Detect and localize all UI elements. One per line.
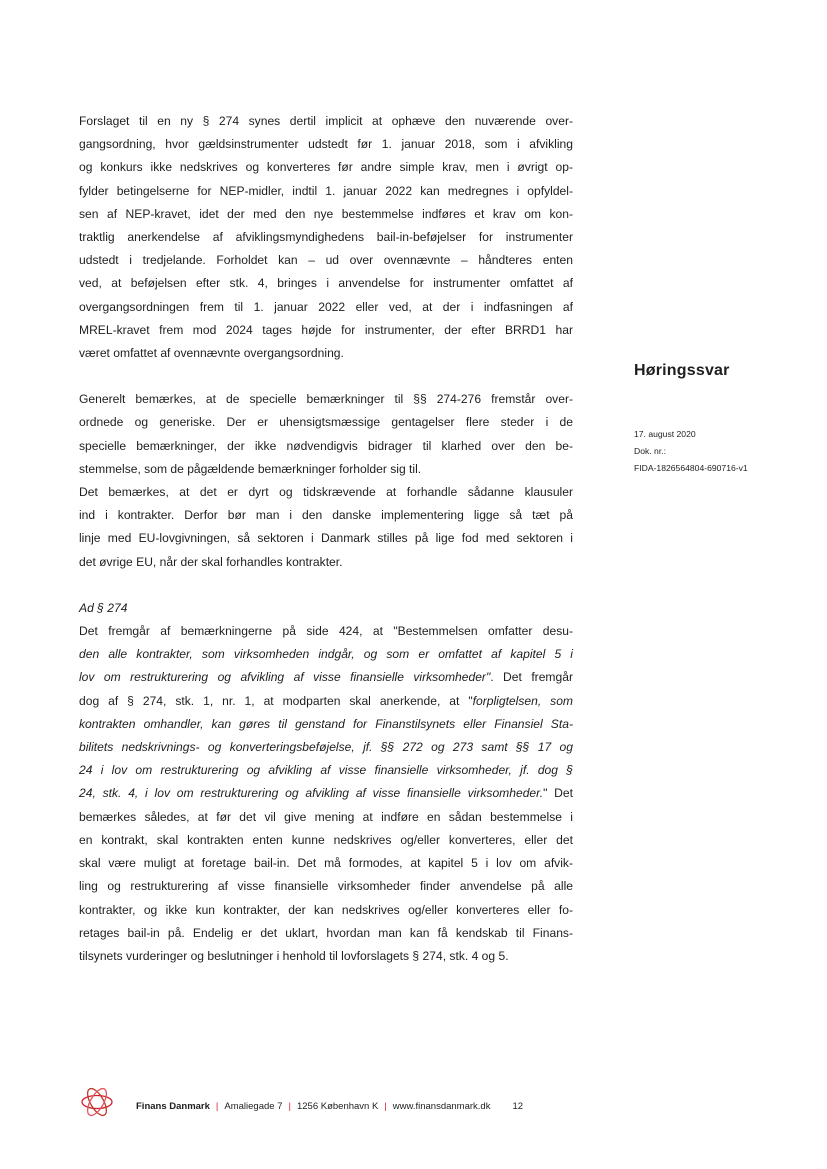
- text-line: [79, 666, 573, 689]
- text-line: tilsynets vurderinger og beslutninger i henhold til lovforslagets § 274, stk. 4 og 5.: [79, 948, 509, 963]
- quote-segment: lov om restrukturering og afvikling af visse finansielle virksomheder": [79, 670, 491, 685]
- text-line: stemmelse, som de pågældende bemærkninger forholder sig til.: [79, 461, 422, 476]
- text-line: gangsordning, hvor gældsinstrumenter udstedt før 1. januar 2018, som i afvikling: [79, 137, 573, 152]
- text-line: og konkurs ikke nedskrives og konverteres før andre simple krav, men i øvrigt op-: [79, 160, 573, 175]
- footer-website-link[interactable]: www.finansdanmark.dk: [392, 1101, 491, 1112]
- document-number: FIDA-1826564804-690716-v1: [634, 463, 748, 473]
- footer-organization: Finans Danmark: [136, 1101, 210, 1112]
- text-line: sen af NEP-kravet, idet der med den nye bestemmelse indføres et krav om kon-: [79, 206, 573, 221]
- footer-separator: |: [384, 1101, 387, 1112]
- text-segment: Det fremgår af bemærkningerne på side 424, at "Bestemmelsen omfatter desu-: [79, 624, 573, 639]
- text-line: ved, at beføjelsen efter stk. 4, bringes i anvendelse for instrumenter omfattet af: [79, 276, 573, 291]
- text-line: [79, 620, 573, 643]
- quote-segment: 24, stk. 4, i lov om restrukturering og afvikling af visse finansielle virksomheder.: [79, 786, 544, 801]
- document-number-label: Dok. nr.:: [634, 446, 666, 456]
- paragraph-general-remarks: [79, 388, 573, 481]
- text-line: skal være muligt at foretage bail-in. Det må formodes, at kapitel 5 i lov om afvik-: [79, 856, 573, 871]
- text-line: bemærkes således, at før det vil give mening at indføre en sådan bestemmelse i: [79, 809, 573, 824]
- text-line: været omfattet af ovennævnte overgangsordning.: [79, 346, 344, 361]
- page-number: 12: [512, 1101, 524, 1112]
- text-line: Generelt bemærkes, at de specielle bemærkninger til §§ 274-276 fremstår over-: [79, 392, 573, 407]
- text-line: ind i kontrakter. Derfor bør man i den danske implementering ligge så tæt på: [79, 508, 573, 523]
- text-line: traktlig anerkendelse af afviklingsmyndighedens bail-in-beføjelser for instrumenter: [79, 230, 573, 245]
- text-line: bilitets nedskrivnings- og konverteringsbeføjelse, jf. §§ 272 og 273 samt §§ 17 og: [79, 740, 573, 755]
- text-line: Forslaget til en ny § 274 synes dertil implicit at ophæve den nuværende over-: [79, 114, 573, 128]
- text-line: 24 i lov om restrukturering og afvikling af visse finansielle virksomheder, jf. dog §: [79, 763, 573, 778]
- text-line: kontrakten omhandler, kan gøres til genstand for Finanstilsynets eller Finansiel Sta-: [79, 716, 573, 731]
- main-content: [79, 110, 573, 968]
- text-segment: " Det: [543, 786, 573, 801]
- text-line: ordnede og generiske. Der er uhensigtsmæssige gentagelser flere steder i de: [79, 415, 573, 430]
- text-segment: dog af § 274, stk. 1, nr. 1, at modparten skal anerkende, at ": [79, 693, 473, 708]
- text-line: Det bemærkes, at det er dyrt og tidskrævende at forhandle sådanne klausuler: [79, 485, 573, 500]
- text-line: udstedt i tredjelande. Forholdet kan – ud over ovennævnte – håndteres enten: [79, 253, 573, 268]
- text-line: retages bail-in på. Endelig er det uklart, hvordan man kan få kendskab til Finans-: [79, 925, 573, 940]
- text-line: ling og restrukturering af visse finansielle virksomheder finder anvendelse på alle: [79, 879, 573, 894]
- document-meta: [634, 426, 748, 477]
- text-line: overgangsordningen frem til 1. januar 2022 eller ved, at der i indfasningen af: [79, 299, 573, 314]
- text-line: [79, 690, 573, 713]
- text-line: linje med EU-lovgivningen, så sektoren i Danmark stilles på lige fod med sektoren i: [79, 531, 573, 546]
- quote-segment: forpligtelsen, som: [472, 693, 573, 708]
- footer-city: 1256 København K: [296, 1101, 379, 1112]
- text-line: kontrakter, og ikke kun kontrakter, der kan nedskrives og/eller konverteres eller fo-: [79, 902, 573, 917]
- text-line: specielle bemærkninger, der ikke nødvendigvis bidrager til klarhed over den be-: [79, 438, 573, 453]
- document-type-title: Høringssvar: [634, 362, 730, 379]
- text-line: en kontrakt, skal kontrakten enten kunne nedskrives og/eller konverteres, eller det: [79, 832, 573, 847]
- document-date: 17. august 2020: [634, 429, 696, 439]
- text-line: MREL-kravet frem mod 2024 tages højde for instrumenter, der efter BRRD1 har: [79, 322, 573, 337]
- footer-separator: |: [215, 1101, 219, 1112]
- text-segment: . Det fremgår: [490, 670, 573, 685]
- page-footer: [136, 1101, 523, 1112]
- text-line: det øvrige EU, når der skal forhandles kontrakter.: [79, 554, 343, 569]
- paragraph-transition-rules: [79, 110, 573, 365]
- paragraph-contract-clauses: [79, 481, 573, 574]
- finans-danmark-logo-icon: [79, 1084, 115, 1120]
- footer-address: Amaliegade 7: [224, 1101, 283, 1112]
- footer-separator: |: [288, 1101, 291, 1112]
- section-heading: Ad § 274: [79, 600, 128, 615]
- text-line: [79, 782, 573, 805]
- section-ad-274: [79, 597, 573, 968]
- text-line: fylder betingelserne for NEP-midler, indtil 1. januar 2022 kan medregnes i opfyldel-: [79, 183, 573, 198]
- text-line: den alle kontrakter, som virksomheden indgår, og som er omfattet af kapitel 5 i: [79, 647, 573, 662]
